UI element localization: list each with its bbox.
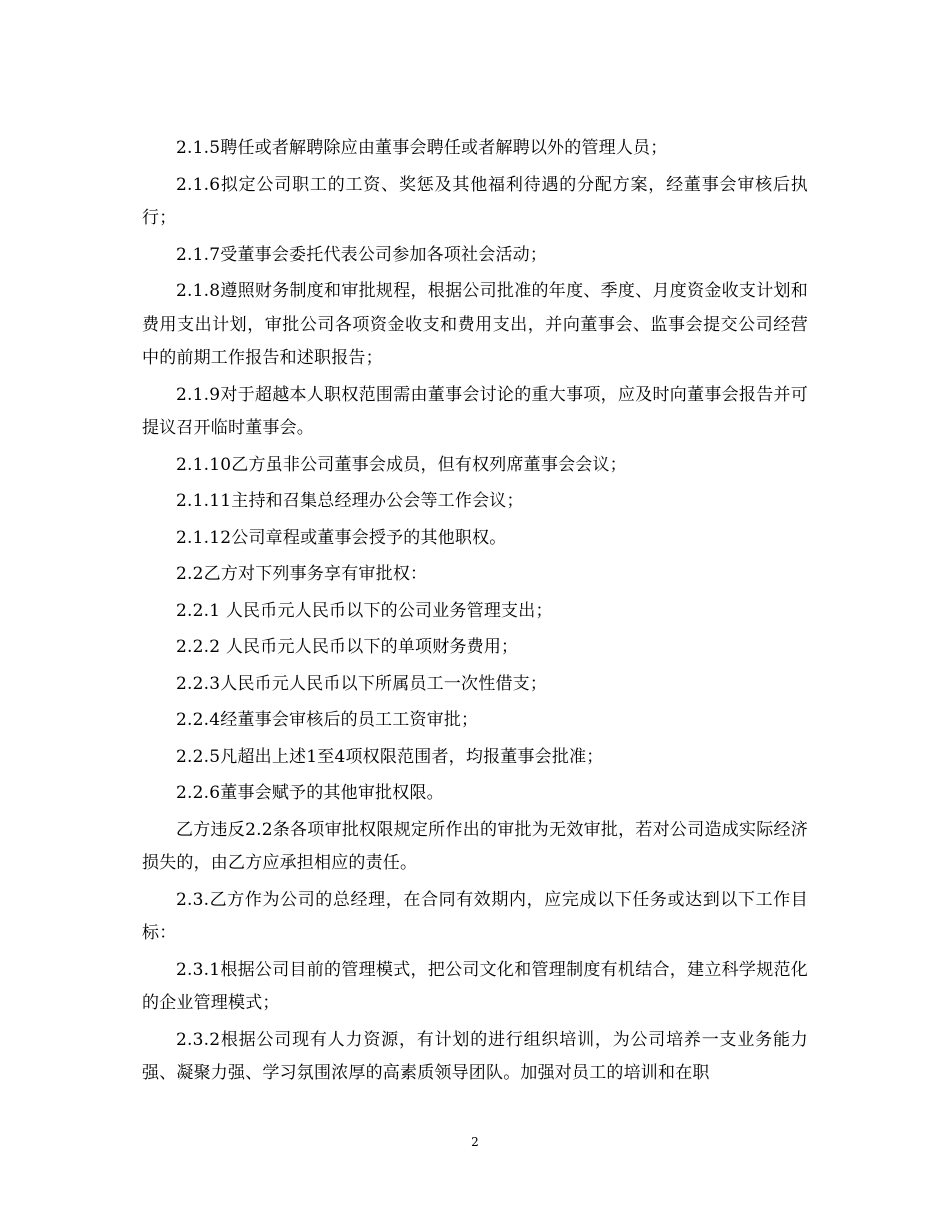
paragraph-2-3-2: 2.3.2根据公司现有人力资源，有计划的进行组织培训，为公司培养一支业务能力强、凝聚力强、学习氛围浓厚的高素质领导团队。加强对员工的培训和在职: [142, 1029, 808, 1083]
paragraph-2-1-12: 2.1.12公司章程或董事会授予的其他职权。: [176, 527, 507, 548]
paragraph-2-2-4: 2.2.4经董事会审核后的员工工资审批；: [176, 710, 479, 730]
paragraph-2-2-6: 2.2.6董事会赋予的其他审批权限。: [176, 783, 444, 803]
paragraph-2-3: 2.3.乙方作为公司的总经理，在合同有效期内，应完成以下任务或达到以下工作目标：: [142, 889, 808, 943]
paragraph-violation-clause: 乙方违反2.2条各项审批权限规定所作出的审批为无效审批，若对公司造成实际经济损失的，由乙方应承担相应的责任。: [142, 819, 808, 873]
paragraph-2-3-1: 2.3.1根据公司目前的管理模式，把公司文化和管理制度有机结合，建立科学规范化的企业管理模式；: [142, 959, 808, 1013]
paragraph-2-2: 2.2乙方对下列事务享有审批权：: [176, 564, 428, 584]
paragraph-2-1-7: 2.1.7受董事会委托代表公司参加各项社会活动；: [176, 244, 548, 265]
paragraph-2-2-1: 2.2.1 人民币元人民币以下的公司业务管理支出；: [176, 600, 553, 621]
paragraph-2-1-10: 2.1.10乙方虽非公司董事会成员，但有权列席董事会会议；: [176, 454, 627, 475]
paragraph-2-1-5: 2.1.5聘任或者解聘除应由董事会聘任或者解聘以外的管理人员；: [176, 138, 668, 158]
document-body: [142, 132, 808, 1094]
page-number: 2: [471, 1135, 479, 1149]
paragraph-2-1-11: 2.1.11主持和召集总经理办公会等工作会议；: [176, 491, 524, 511]
paragraph-2-2-2: 2.2.2 人民币元人民币以下的单项财务费用；: [176, 637, 519, 657]
paragraph-2-1-9: 2.1.9对于超越本人职权范围需由董事会讨论的重大事项，应及时向董事会报告并可提议召开临时董事会。: [142, 384, 808, 438]
paragraph-2-2-5: 2.2.5凡超出上述1至4项权限范围者，均报董事会批准；: [176, 746, 604, 767]
paragraph-2-1-8: 2.1.8遵照财务制度和审批规程，根据公司批准的年度、季度、月度资金收支计划和费用支出计划，审批公司各项资金收支和费用支出，并向董事会、监事会提交公司经营中的前期工作报告和述职报告；: [142, 281, 808, 368]
paragraph-2-1-6: 2.1.6拟定公司职工的工资、奖惩及其他福利待遇的分配方案，经董事会审核后执行；: [142, 174, 808, 228]
paragraph-2-2-3: 2.2.3人民币元人民币以下所属员工一次性借支；: [176, 673, 548, 694]
